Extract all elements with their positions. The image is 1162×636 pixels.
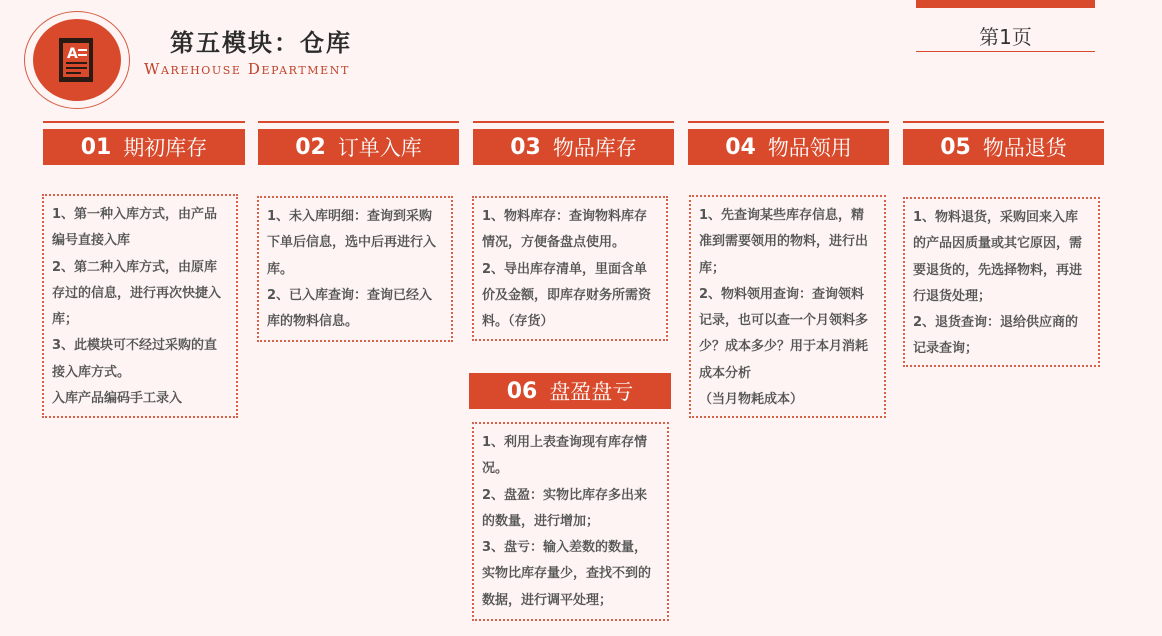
section-line: 1、未入库明细：查询到采购下单后信息，选中后再进行入库。 <box>267 209 437 277</box>
section-number: 06 <box>506 378 538 404</box>
section-header-02 <box>258 129 459 165</box>
section-header-05 <box>903 129 1104 165</box>
section-topline <box>258 121 459 123</box>
section-box-02 <box>257 196 453 342</box>
section-box-06 <box>472 422 669 621</box>
section-line: 入库产品编码手工录入 <box>52 391 183 407</box>
section-title: 期初库存 <box>123 136 208 160</box>
document-icon <box>55 36 99 84</box>
section-topline <box>688 121 889 123</box>
section-title: 物品领用 <box>767 136 852 160</box>
section-line: 1、物料退货，采购回来入库的产品因质量或其它原因，需要退货的，先选择物料，再进行退货处理； <box>913 210 1083 304</box>
section-line: 1、先查询某些库存信息，精准到需要领用的物料，进行出库； <box>699 208 869 276</box>
page-title: 第五模块：仓库 <box>170 28 352 57</box>
section-line: 3、此模块可不经过采购的直接入库方式。 <box>52 338 218 380</box>
section-title: 物品库存 <box>552 136 637 160</box>
section-line: 1、第一种入库方式，由产品编号直接入库 <box>52 207 218 249</box>
section-line: 2、盘盈：实物比库存多出来的数量，进行增加； <box>482 487 648 529</box>
section-title: 盘盈盘亏 <box>549 380 634 404</box>
section-number: 03 <box>510 134 541 160</box>
section-header-04 <box>688 129 889 165</box>
logo <box>24 11 130 109</box>
section-box-01 <box>42 194 238 418</box>
page-divider <box>916 51 1095 52</box>
section-number: 02 <box>295 134 326 160</box>
section-line: 1、物料库存：查询物料库存情况，方便备盘点使用。 <box>482 209 648 251</box>
svg-text:A: A <box>67 46 78 62</box>
page-marker-bar <box>916 0 1095 8</box>
section-topline <box>43 121 245 123</box>
section-number: 01 <box>80 134 112 160</box>
section-number: 05 <box>940 134 971 160</box>
section-line: 3、盘亏：输入差数的数量，实物比库存量少，查找不到的数据，进行调平处理； <box>482 540 652 608</box>
section-box-04 <box>689 195 886 418</box>
section-line: 2、物料领用查询：查询领料记录，也可以查一个月领料多少？成本多少？用于本月消耗成本分析 <box>699 286 869 381</box>
logo-badge <box>33 19 121 101</box>
section-number: 04 <box>725 134 756 160</box>
section-box-05 <box>903 197 1100 367</box>
section-title: 物品退货 <box>982 136 1067 160</box>
section-header-03 <box>473 129 674 165</box>
section-box-03 <box>472 196 668 341</box>
page-subtitle: Warehouse Department <box>144 60 350 78</box>
section-topline <box>903 121 1104 123</box>
section-header-06 <box>469 373 671 409</box>
section-line: 1、利用上表查询现有库存情况。 <box>482 435 648 477</box>
section-line: （当月物耗成本） <box>699 392 804 408</box>
section-line: 2、导出库存清单，里面含单价及金额，即库存财务所需资料。（存货） <box>482 261 652 330</box>
section-topline <box>473 121 674 123</box>
section-title: 订单入库 <box>337 136 422 160</box>
section-line: 2、第二种入库方式，由原库存过的信息，进行再次快捷入库； <box>52 259 222 328</box>
section-line: 2、已入库查询：查询已经入库的物料信息。 <box>267 287 433 330</box>
page-number: 第1页 <box>979 25 1032 49</box>
section-line: 2、退货查询：退给供应商的记录查询； <box>913 315 1079 357</box>
section-header-01 <box>43 129 245 165</box>
